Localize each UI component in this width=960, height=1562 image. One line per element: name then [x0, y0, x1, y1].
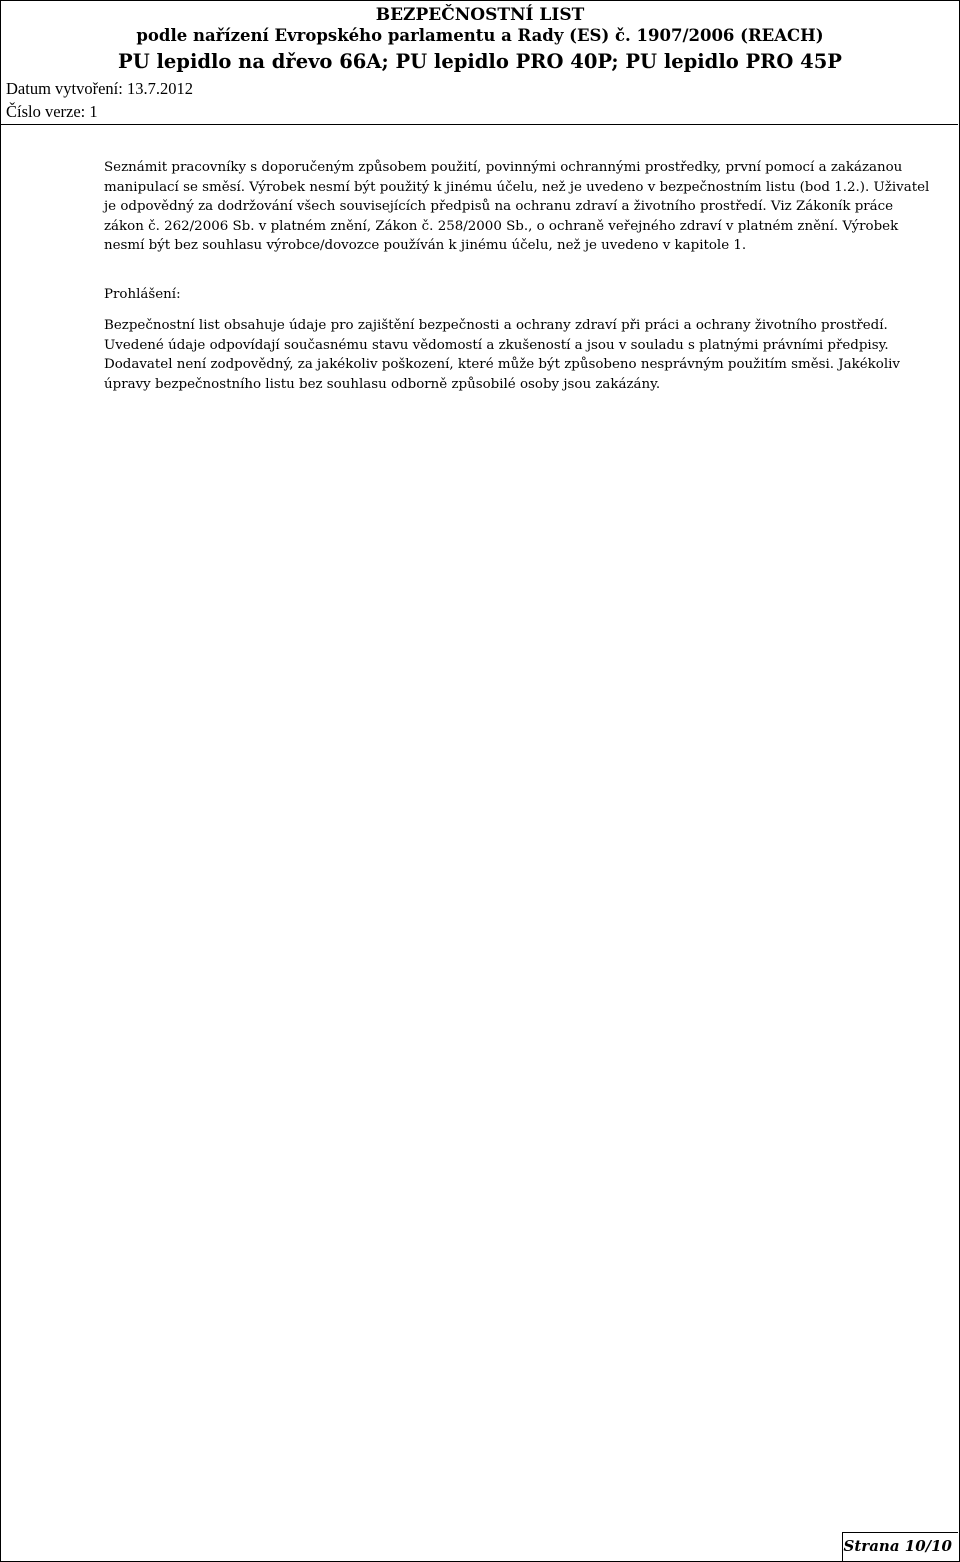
regulation-subtitle: podle nařízení Evropského parlamentu a Rady (ES) č. 1907/2006 (REACH): [136, 26, 824, 45]
product-names-title: PU lepidlo na dřevo 66A; PU lepidlo PRO 40P; PU lepidlo PRO 45P: [118, 50, 842, 73]
declaration-heading-block: [104, 285, 934, 305]
usage-section: [104, 158, 934, 256]
document-header: [0, 0, 958, 125]
declaration-paragraph: Bezpečnostní list obsahuje údaje pro zajištění bezpečnosti a ochrany zdraví při práci a ochrany životního prostředí. Uvedené údaje odpovídají současnému stavu vědomostí a zkušeností a jsou v souladu s platnými právními předpisy. Dodavatel není zodpovědný, za jakékoliv poškození, které může být způsobeno nesprávným použitím směsi. Jakékoliv úpravy bezpečnostního listu bez souhlasu odborně způsobilé osoby jsou zakázány.: [104, 318, 900, 392]
declaration-section: [104, 316, 934, 394]
version-number: Číslo verze: 1: [6, 102, 98, 121]
created-date: Datum vytvoření: 13.7.2012: [6, 79, 193, 98]
usage-paragraph: Seznámit pracovníky s doporučeným způsobem použití, povinnými ochrannými prostředky, první pomocí a zakázanou manipulací se směsí. Výrobek nesmí být použitý k jinému účelu, než je uvedeno v bezpečnostním listu (bod 1.2.). Uživatel je odpovědný za dodržování všech souvisejících předpisů na ochranu zdraví a životního prostředí. Viz Zákoník práce zákon č. 262/2006 Sb. v platném znění, Zákon č. 258/2000 Sb., o ochraně veřejného zdraví v platném znění. Výrobek nesmí být bez souhlasu výrobce/dovozce používán k jinému účelu, než je uvedeno v kapitole 1.: [104, 160, 930, 253]
page-footer: [842, 1532, 958, 1562]
declaration-heading: Prohlášení:: [104, 287, 181, 302]
document-type-title: BEZPEČNOSTNÍ LIST: [375, 5, 585, 25]
page-number: Strana 10/10: [843, 1537, 952, 1555]
